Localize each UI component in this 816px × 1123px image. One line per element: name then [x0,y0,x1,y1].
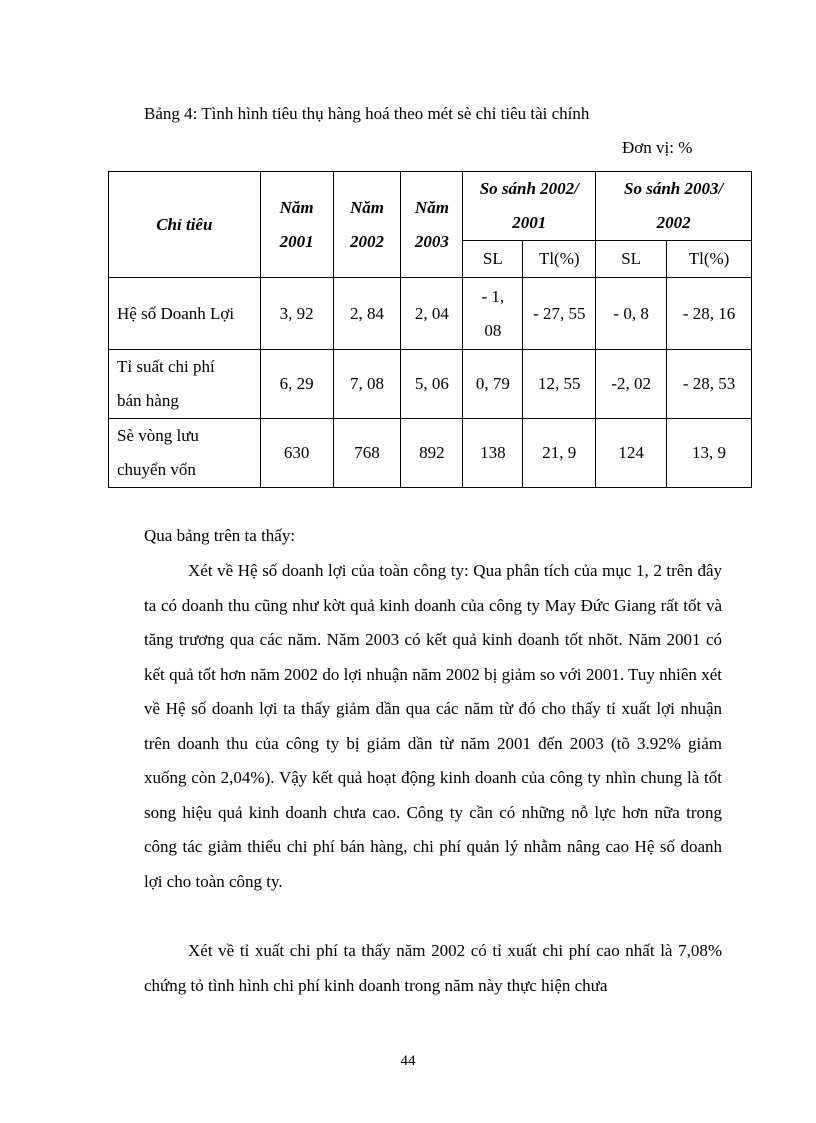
row-label: Hệ số Doanh Lợi [109,278,261,350]
header-compare-2002-2001: So sánh 2002/ 2001 [463,172,596,241]
unit-label: Đơn vị: % [622,138,693,157]
header-tl-2: Tl(%) [667,241,752,278]
cell-2001: 6, 29 [260,350,333,419]
header-year-2001: Năm 2001 [260,172,333,278]
page-number: 44 [400,1053,416,1069]
cell-tl-2: - 28, 53 [667,350,752,419]
cell-tl-2: 13, 9 [667,419,752,488]
table-row [109,278,752,350]
analysis-paragraph-2: Xét về tỉ xuất chi phí ta thấy năm 2002 có tỉ xuất chi phí cao nhất là 7,08% chứng tỏ tình hình chi phí kinh doanh trong năm này thực hiện chưa [144,941,722,995]
cell-2002: 768 [333,419,401,488]
row-label: Sè vòng lưu chuyển vốn [109,419,261,488]
cell-2001: 3, 92 [260,278,333,350]
cell-2003: 892 [401,419,463,488]
cell-sl-1: 0, 79 [463,350,523,419]
header-compare-2003-2002: So sánh 2003/ 2002 [596,172,752,241]
cell-sl-2: - 0, 8 [596,278,667,350]
header-indicator: Chỉ tiêu [109,172,261,278]
analysis-paragraph-1: Xét về Hệ số doanh lợi của toàn công ty: Qua phân tích của mục 1, 2 trên đây ta có doanh thu cũng như kờt quả kinh doanh của công ty May Đức Giang rất tốt và tăng trương qua các năm. Năm 2003 có kết quả kinh doanh tốt nhõt. Năm 2001 có kết quả tốt hơn năm 2002 do lợi nhuận năm 2002 bị giảm so với 2001. Tuy nhiên xét về Hệ số doanh lợi ta thấy giảm dần qua các năm từ đó cho thấy tỉ xuất lợi nhuận trên doanh thu của công ty bị giảm dần từ năm 2001 đến 2003 (tõ 3.92% giảm xuống còn 2,04%). Vậy kết quả hoạt động kinh doanh của công ty nhìn chung là tốt song hiệu quả kinh doanh chưa cao. Công ty cần có những nỗ lực hơn nữa trong công tác giảm thiểu chi phí bán hàng, chi phí quản lý nhằm nâng cao Hệ số doanh lợi cho toàn công ty. [144,561,722,891]
cell-tl-1: - 27, 55 [523,278,596,350]
cell-2001: 630 [260,419,333,488]
cell-sl-2: -2, 02 [596,350,667,419]
header-sl-2: SL [596,241,667,278]
table-row [109,350,752,419]
header-tl-1: Tl(%) [523,241,596,278]
cell-2002: 2, 84 [333,278,401,350]
cell-2003: 5, 06 [401,350,463,419]
cell-sl-1: - 1, 08 [463,278,523,350]
header-sl-1: SL [463,241,523,278]
cell-tl-1: 12, 55 [523,350,596,419]
cell-sl-1: 138 [463,419,523,488]
cell-2002: 7, 08 [333,350,401,419]
cell-2003: 2, 04 [401,278,463,350]
financial-indicators-table [108,171,752,488]
cell-sl-2: 124 [596,419,667,488]
table-caption: Bảng 4: Tình hình tiêu thụ hàng hoá theo mét sè chỉ tiêu tài chính [144,104,590,123]
intro-paragraph: Qua bảng trên ta thấy: [144,526,296,545]
cell-tl-2: - 28, 16 [667,278,752,350]
table-row [109,419,752,488]
cell-tl-1: 21, 9 [523,419,596,488]
row-label: Tỉ suất chi phí bán hàng [109,350,261,419]
header-year-2002: Năm 2002 [333,172,401,278]
header-year-2003: Năm 2003 [401,172,463,278]
